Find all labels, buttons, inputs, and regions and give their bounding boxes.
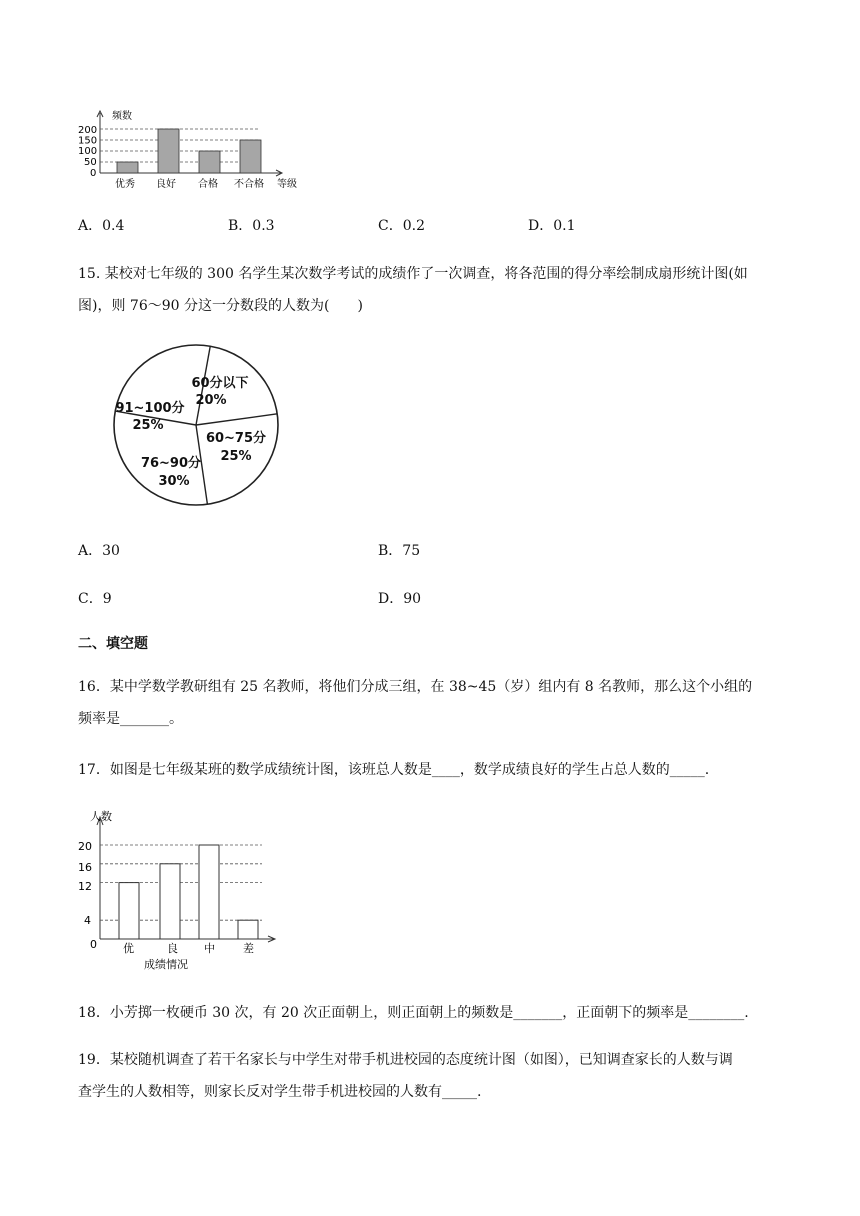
- grade-frequency-bar-chart: [70, 105, 310, 195]
- bar: [117, 162, 138, 173]
- y-tick-label: 20: [78, 840, 92, 853]
- question-19-line-2: 查学生的人数相等，则家长反对学生带手机进校园的人数有_____.: [78, 1084, 482, 1100]
- bar: [160, 864, 180, 939]
- question-18: 18．小芳掷一枚硬币 30 次，有 20 次正面朝上，则正面朝上的频数是_______，正面朝下的频率是________.: [78, 1005, 749, 1021]
- y-tick-label: 100: [78, 146, 98, 157]
- x-category-label: 优: [123, 942, 134, 955]
- bar: [199, 151, 220, 173]
- x-category-label: 合格: [198, 179, 218, 190]
- option-c[interactable]: C．9: [78, 591, 112, 607]
- y-tick-label: 150: [78, 135, 98, 147]
- y-tick-label: 4: [84, 914, 91, 927]
- x-category-label: 良: [167, 942, 178, 955]
- y-axis-label: 频数: [112, 111, 132, 122]
- y-tick-label: 12: [78, 880, 92, 893]
- question-19-line-1: 19．某校随机调查了若干名家长与中学生对带手机进校园的态度统计图（如图），已知调查家长的人数与调: [78, 1052, 733, 1068]
- question-15-line-2: 图)，则 76～90 分这一分数段的人数为( ): [78, 298, 363, 314]
- pie-slice-percent: 20%: [195, 393, 227, 408]
- student-count-bar-chart: [70, 805, 290, 975]
- bar: [158, 129, 179, 173]
- pie-slice-percent: 25%: [220, 449, 252, 464]
- question-16-line-2: 频率是_______。: [78, 711, 183, 727]
- option-d[interactable]: D．0.1: [528, 218, 576, 234]
- x-category-label: 不合格: [234, 179, 264, 190]
- option-a[interactable]: A．0.4: [78, 218, 125, 234]
- x-category-label: 中: [204, 942, 215, 955]
- pie-slice-label: 91~100分: [115, 401, 185, 416]
- question-17: 17．如图是七年级某班的数学成绩统计图，该班总人数是____，数学成绩良好的学生占总人数的_____.: [78, 762, 710, 778]
- option-d[interactable]: D．90: [378, 591, 422, 607]
- option-c[interactable]: C．0.2: [378, 218, 425, 234]
- option-b[interactable]: B．75: [378, 543, 421, 559]
- pie-slice-percent: 30%: [158, 474, 190, 489]
- x-axis-label: 成绩情况: [144, 958, 188, 971]
- pie-slice-label: 76~90分: [140, 456, 202, 471]
- y-tick-label: 16: [78, 861, 92, 874]
- bar: [238, 920, 258, 939]
- bar: [240, 140, 261, 173]
- y-tick-label: 200: [78, 125, 98, 136]
- y-tick-label: 50: [84, 157, 97, 168]
- pie-slice-label: 60分以下: [191, 376, 249, 391]
- section-title: 二、填空题: [78, 636, 148, 652]
- pie-slice-percent: 25%: [132, 418, 164, 433]
- option-b[interactable]: B．0.3: [228, 218, 275, 234]
- y-tick-label: 0: [90, 168, 97, 179]
- question-19: [78, 1044, 798, 1108]
- y-axis-label: 人数: [90, 810, 112, 823]
- y-tick-label: 0: [90, 938, 97, 951]
- x-category-label: 良好: [156, 179, 176, 190]
- x-category-label: 优秀: [115, 179, 135, 190]
- score-distribution-pie-chart: [108, 340, 288, 510]
- option-a[interactable]: A．30: [78, 543, 120, 559]
- bar: [199, 845, 219, 939]
- question-16: [78, 671, 798, 735]
- bar: [119, 883, 139, 939]
- question-15: [78, 258, 798, 322]
- x-axis-label: 等级: [277, 179, 297, 190]
- x-category-label: 差: [243, 942, 254, 955]
- question-16-line-1: 16．某中学数学教研组有 25 名教师，将他们分成三组，在 38~45（岁）组内有 8 名教师，那么这个小组的: [78, 679, 753, 695]
- question-15-line-1: 15. 某校对七年级的 300 名学生某次数学考试的成绩作了一次调查，将各范围的得分率绘制成扇形统计图(如: [78, 266, 748, 282]
- pie-slice-label: 60~75分: [205, 431, 267, 446]
